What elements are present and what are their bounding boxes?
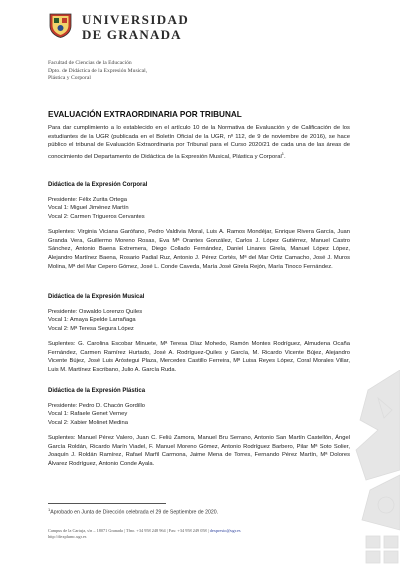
department-line: Dpto. de Didáctica de la Expresión Musical, xyxy=(48,67,148,74)
vocal-2: Vocal 2: Mª Teresa Segura López xyxy=(48,325,134,332)
department-line: Plástica y Corporal xyxy=(48,75,91,82)
footer-phone: Tfno. +34 958 248 964 xyxy=(125,528,166,533)
university-shield-icon xyxy=(48,12,73,38)
footer-fax: Fax: +34 958 249 058 xyxy=(168,528,207,533)
faculty-line: Facultad de Ciencias de la Educación xyxy=(48,60,132,66)
vocal-2: Vocal 2: Xabier Molinet Medina xyxy=(48,419,128,426)
footnote-mark: 1 xyxy=(48,507,51,512)
footer-separator: | xyxy=(166,528,168,533)
section-title: Didáctica de la Expresión Plástica xyxy=(48,388,146,394)
footer-separator: | xyxy=(124,528,125,533)
page-footer xyxy=(48,528,241,540)
vocal-1: Vocal 1: Amaya Epelde Larrañaga xyxy=(48,317,136,324)
president: Presidente: Félix Zurita Ortega xyxy=(48,197,127,203)
section-title: Didáctica de la Expresión Musical xyxy=(48,294,145,300)
intro-paragraph: Para dar cumplimiento a lo establecido en el artículo 10 de la Normativa de Evaluación y de Calificación de los estudiantes de la UGR (publicada en el Boletín Oficial de la UGR, nº 112, de 9 de noviembre de 2016), se hace público el tribunal de Evaluación Extraordinaria por Tribunal para el Curso 2020/21 de cada una de las áreas de conocimiento del Departamento de Didáctica de la Expresión Musical, Plástica y Corporal$^1$. xyxy=(48,125,350,161)
tribunal-roles xyxy=(48,308,142,333)
suplentes-paragraph: Suplentes: G. Carolina Escobar Minuete, Mª Teresa Díaz Mohedo, Ramón Montes Rodríguez, Almudena Ocaña Fernández, Carmen Ramírez Hurtado, José A. Rodríguez-Quiles y García, M. Ricardo Vicente Bújez, Alejandro Vicente Bújez, José Luis Aróstegui Plaza, Mercedes Castillo Ferreira, Mª Luisa Reyes López, Coral Morales Villar, Luis M. Martínez Escribano, Julio A. García Ruda. xyxy=(48,341,350,374)
vocal-1: Vocal 1: Rafaele Genet Verney xyxy=(48,411,128,418)
university-emblem-watermark xyxy=(348,370,400,566)
footnote-divider xyxy=(48,503,166,504)
president: Presidente: Oswaldo Lorenzo Quiles xyxy=(48,309,143,315)
vocal-1: Vocal 1: Miguel Jiménez Martín xyxy=(48,205,129,212)
footnote-ref[interactable]: 1 xyxy=(281,151,285,157)
president: Presidente: Pedro D. Chacón Gordillo xyxy=(48,403,145,409)
footer-email-link[interactable]: dexpresio@ugr.es xyxy=(209,528,241,533)
footer-address: Campus de la Cartuja, s/n – 18071 Granada xyxy=(48,528,123,533)
faculty-block xyxy=(48,60,147,83)
footer-separator: | xyxy=(207,528,209,533)
tribunal-roles xyxy=(48,196,145,221)
footnote xyxy=(48,507,218,516)
intro-text: Para dar cumplimiento a lo establecido en el artículo 10 de la Normativa de Evaluación y de Calificación de los estudiantes de la UGR (publicada en el Boletín Oficial de la UGR, nº 112, de 9 de noviembre de 2016), se hace público el tribunal de Evaluación Extraordinaria por Tribunal para el Curso 2020/21 de cada una de las áreas de conocimiento del Departamento de Didáctica de la Expresión Musical, Plástica y Corporal xyxy=(48,125,350,161)
tribunal-roles xyxy=(48,402,145,427)
suplentes-paragraph: Suplentes: Manuel Pérez Valero, Juan C. Feliú Zamora, Manuel Bru Serrano, Antonio San Martín Castellón, Ángel García Roldán, Ricardo Marín Viadel, F. Manuel Moreno Gómez, Antonio Rodríguez Barbero, Pilar Mª Soto Solier, Joaquín J. Roldán Ramírez, Rafael Marfil Carmona, Jaime Mena de Torres, Fernando Pérez Martín, Mª Dolores Álvarez Rodríguez, Antonio Conde Ayala. xyxy=(48,435,350,468)
suplentes-paragraph: Suplentes: Virginia Viciana Garófano, Pedro Valdivia Moral, Luis A. Ramos Mondéjar, Enrique Rivera García, Juan Granda Vera, Guillermo Moreno Rosas, Eva Mª Orantes González, Carlos J. López Gutiérrez, Manuel Castro Sánchez, Antonio Baena Extremera, Diego Collado Fernández, Daniel Linares Girela, Manuel López López, Alejandro Martínez Baena, Rosario Padial Ruz, Antonio J. Pérez Cortés, Mª del Mar Ortiz Camacho, José J. Muros Molina, Mª del Mar Cepero Gómez, José L. Conde Caveda, María José Girela Rejón, María Tinoco Fernández. xyxy=(48,229,350,270)
vocal-2: Vocal 2: Carmen Trigueros Cervantes xyxy=(48,213,145,220)
university-name-line2: DE GRANADA xyxy=(82,27,182,42)
footnote-text: Aprobado en Junta de Dirección celebrada el 29 de Septiembre de 2020. xyxy=(50,509,219,516)
document-title: EVALUACIÓN EXTRAORDINARIA POR TRIBUNAL xyxy=(48,110,242,119)
section-title: Didáctica de la Expresión Corporal xyxy=(48,182,148,188)
footer-web[interactable]: http://dexplumc.ugr.es xyxy=(48,534,87,539)
university-name-line1: UNIVERSIDAD xyxy=(82,12,190,27)
footer-line-2 xyxy=(48,534,241,540)
